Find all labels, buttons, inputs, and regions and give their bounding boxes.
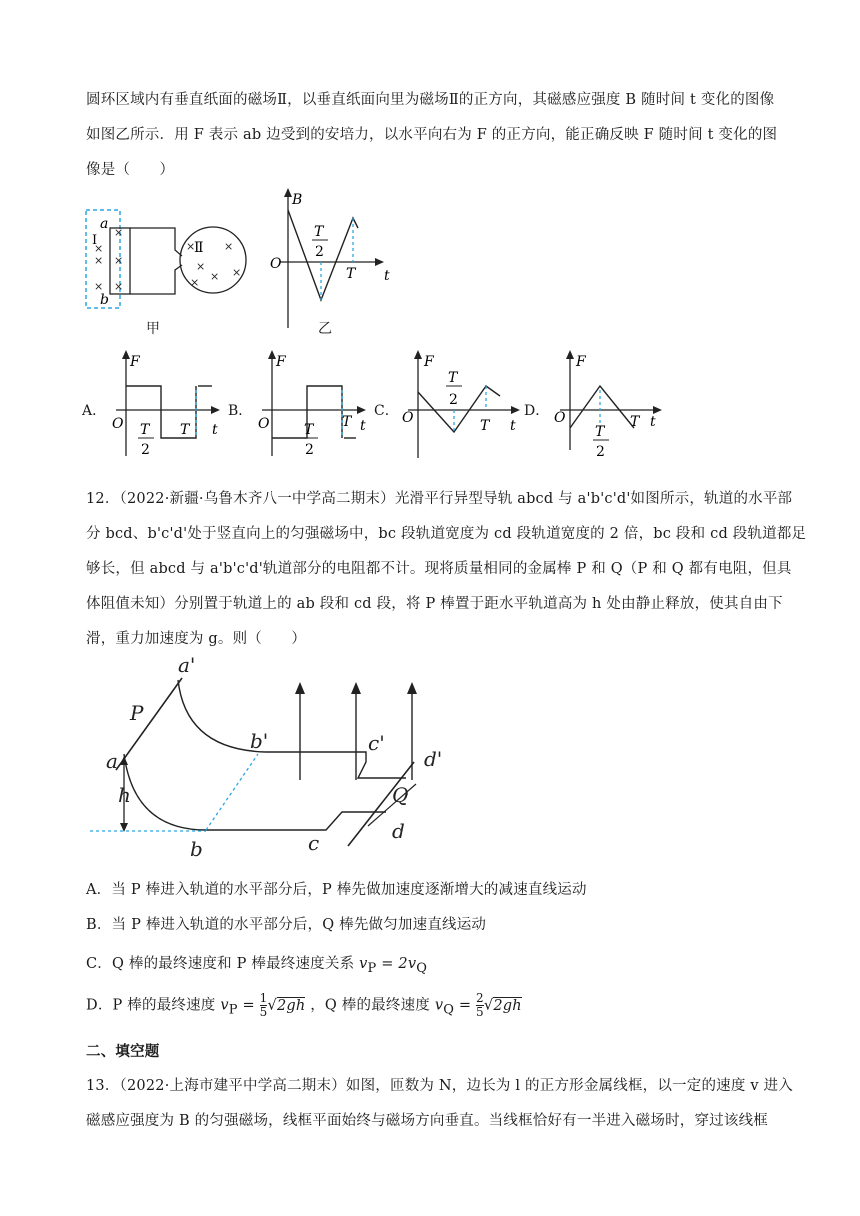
label-O: O bbox=[270, 256, 282, 272]
figure-jia-yi bbox=[80, 188, 420, 338]
v-symbol: v bbox=[359, 956, 368, 972]
label-t: t bbox=[510, 418, 516, 434]
rail-figure bbox=[86, 650, 466, 860]
svg-text:×: × bbox=[232, 266, 242, 279]
label-T-half-num: T bbox=[140, 422, 150, 438]
radicand: 2gh bbox=[493, 997, 522, 1014]
label-O: O bbox=[402, 410, 414, 426]
fraction-denominator: 5 bbox=[259, 1005, 268, 1019]
svg-text:×: × bbox=[114, 280, 124, 293]
label-t: t bbox=[360, 418, 366, 434]
q12-text-line2: 分 bcd、b'c'd'处于竖直向上的匀强磁场中，bc 段轨道宽度为 cd 段轨道宽度的 2 倍，bc 段和 cd 段轨道都足 bbox=[86, 526, 807, 542]
option-a-graph[interactable] bbox=[106, 350, 226, 460]
label-b: b bbox=[100, 292, 109, 308]
v-symbol: v bbox=[220, 997, 229, 1014]
svg-text:×: × bbox=[210, 270, 220, 283]
equation: = 2v bbox=[376, 956, 417, 972]
label-t: t bbox=[384, 268, 390, 284]
label-a: a bbox=[106, 749, 118, 773]
label-T: T bbox=[480, 418, 490, 434]
q12-text-line1: 12．（2022·新疆·乌鲁木齐八一中学高二期末）光滑平行异型导轨 abcd 与 a'b'c'd'如图所示，轨道的水平部 bbox=[86, 491, 793, 507]
subscript-P: P bbox=[367, 960, 377, 976]
fraction-denominator: 5 bbox=[476, 1005, 484, 1019]
label-T-half-den: 2 bbox=[596, 444, 605, 460]
label-d-prime: d' bbox=[424, 747, 443, 771]
svg-text:×: × bbox=[94, 280, 104, 293]
label-T-half-den: 2 bbox=[315, 244, 324, 260]
option-d-graph[interactable] bbox=[548, 350, 668, 460]
label-F: F bbox=[576, 354, 586, 370]
label-c: c bbox=[308, 831, 320, 855]
svg-text:×: × bbox=[186, 240, 196, 253]
label-O: O bbox=[112, 416, 124, 432]
subscript-Q: Q bbox=[443, 1002, 455, 1018]
fraction-1-5 bbox=[260, 992, 268, 1019]
fraction-numerator: 2 bbox=[476, 991, 484, 1005]
option-d-text: D．P 棒的最终速度 bbox=[86, 997, 216, 1014]
v-symbol: v bbox=[434, 997, 444, 1014]
q12-text-line5: 滑，重力加速度为 g。则（ ） bbox=[86, 631, 307, 647]
label-Q: Q bbox=[392, 783, 409, 807]
q13-text-line2: 磁感应强度为 B 的匀强磁场，线框平面始终与磁场方向垂直。当线框恰好有一半进入磁场时，穿过该线框 bbox=[86, 1113, 768, 1129]
label-region-II: Ⅱ bbox=[194, 240, 204, 256]
option-d-middle: ，Q 棒的最终速度 bbox=[310, 997, 430, 1014]
label-T-half-num: T bbox=[304, 422, 314, 438]
q12-option-c[interactable] bbox=[86, 952, 427, 976]
svg-text:×: × bbox=[196, 260, 206, 273]
label-T-half-den: 2 bbox=[305, 442, 314, 458]
option-c-text: C．Q 棒的最终速度和 P 棒最终速度关系 bbox=[86, 956, 355, 972]
svg-text:×: × bbox=[224, 240, 234, 253]
radicand: 2gh bbox=[276, 997, 306, 1014]
label-P: P bbox=[130, 701, 144, 725]
q12-option-a[interactable]: A．当 P 棒进入轨道的水平部分后，P 棒先做加速度逐渐增大的减速直线运动 bbox=[86, 882, 587, 898]
label-T: T bbox=[346, 266, 356, 282]
fraction-2-5 bbox=[476, 992, 484, 1019]
caption-yi: 乙 bbox=[318, 321, 332, 337]
option-c-graph[interactable] bbox=[396, 350, 526, 460]
q12-text-line4: 体阻值未知）分别置于轨道上的 ab 段和 cd 段，将 P 棒置于距水平轨道高为 h 处由静止释放，使其自由下 bbox=[86, 596, 783, 612]
q12-text-line3: 够长，但 abcd 与 a'b'c'd'轨道部分的电阻都不计。现将质量相同的金属棒 P 和 Q（P 和 Q 都有电阻，但具 bbox=[86, 561, 792, 577]
label-T: T bbox=[630, 414, 640, 430]
option-b-graph[interactable] bbox=[252, 350, 372, 460]
q13-text-line1: 13．（2022·上海市建平中学高二期末）如图，匝数为 N，边长为 l 的正方形金属线框，以一定的速度 v 进入 bbox=[86, 1078, 793, 1094]
label-O: O bbox=[554, 410, 566, 426]
q11-text-line1: 圆环区域内有垂直纸面的磁场Ⅱ，以垂直纸面向里为磁场Ⅱ的正方向，其磁感应强度 B 随时间 t 变化的图像 bbox=[86, 92, 775, 108]
q11-text-line2: 如图乙所示．用 F 表示 ab 边受到的安培力，以水平向右为 F 的正方向，能正确反映 F 随时间 t 变化的图 bbox=[86, 127, 778, 143]
label-O: O bbox=[258, 416, 270, 432]
subscript-P: P bbox=[228, 1002, 238, 1018]
q11-text-line3: 像是（ ） bbox=[86, 162, 175, 178]
fraction-numerator: 1 bbox=[259, 991, 268, 1005]
label-T-half-den: 2 bbox=[141, 442, 150, 458]
label-F: F bbox=[130, 354, 140, 370]
label-d: d bbox=[392, 819, 405, 843]
option-b-label[interactable]: B． bbox=[228, 403, 253, 419]
section-heading: 二、填空题 bbox=[86, 1043, 160, 1060]
label-T-half-num: T bbox=[314, 224, 324, 240]
svg-text:×: × bbox=[114, 254, 124, 267]
label-T: T bbox=[180, 422, 190, 438]
svg-text:×: × bbox=[190, 276, 200, 289]
label-b: b bbox=[190, 837, 203, 860]
label-F: F bbox=[276, 354, 286, 370]
label-a: a bbox=[100, 216, 109, 232]
subscript-Q: Q bbox=[416, 960, 428, 976]
option-a-label[interactable]: A． bbox=[82, 403, 107, 419]
label-T-half-num: T bbox=[448, 370, 458, 386]
label-F: F bbox=[424, 354, 434, 370]
label-b-prime: b' bbox=[250, 729, 269, 753]
label-region-I: Ⅰ bbox=[92, 233, 98, 248]
svg-text:×: × bbox=[94, 242, 104, 255]
label-B-axis: B bbox=[292, 192, 303, 208]
q12-option-d[interactable]: D．P 棒的最终速度 $v_P$ = $\frac{1}{5}$ √2gh ，Q 棒的最终速度 $v_Q$ = $\frac{2}{5}$ √2gh bbox=[86, 991, 522, 1019]
label-t: t bbox=[212, 422, 218, 438]
label-h: h bbox=[118, 783, 131, 807]
q12-option-b[interactable]: B．当 P 棒进入轨道的水平部分后，Q 棒先做匀加速直线运动 bbox=[86, 917, 487, 933]
option-c-label[interactable]: C． bbox=[374, 403, 399, 419]
svg-text:×: × bbox=[114, 226, 124, 239]
label-T-half-num: T bbox=[595, 424, 605, 440]
caption-jia: 甲 bbox=[146, 321, 160, 337]
label-t: t bbox=[650, 414, 656, 430]
label-a-prime: a' bbox=[178, 653, 196, 677]
label-T-half-den: 2 bbox=[449, 392, 458, 408]
svg-text:×: × bbox=[94, 254, 104, 267]
option-d-label[interactable]: D． bbox=[524, 403, 550, 419]
label-c-prime: c' bbox=[368, 731, 385, 755]
label-T: T bbox=[342, 414, 352, 430]
